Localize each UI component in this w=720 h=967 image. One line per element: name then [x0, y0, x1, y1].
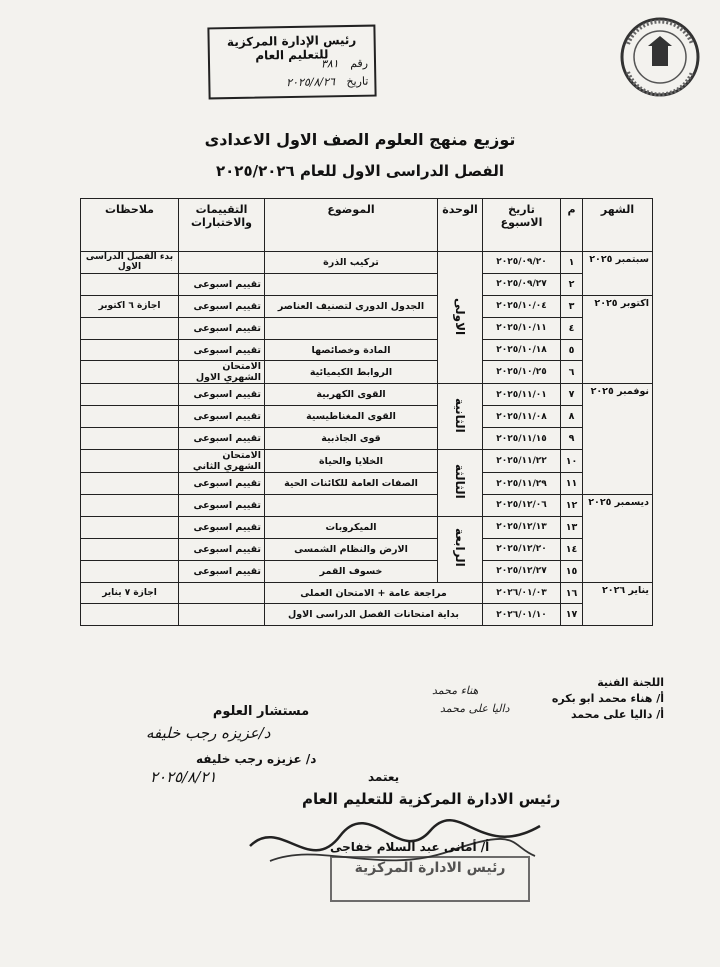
approval-label: يعتمد	[368, 770, 400, 784]
topic-cell: بداية امتحانات الفصل الدراسى الاول	[265, 604, 483, 626]
note-cell	[81, 406, 179, 428]
stamp-date-line	[216, 75, 368, 91]
eval-cell: تقييم اسبوعى	[179, 428, 265, 450]
table-row	[81, 560, 653, 582]
unit-cell	[438, 450, 483, 517]
topic-cell: مراجعة عامة + الامتحان العملى	[265, 582, 483, 604]
advisor-name: د/ عزيزه رجب خليفه	[196, 752, 317, 766]
stamp-number-value: ٣٨١	[320, 57, 339, 71]
week-date: ٢٠٢٥/٠٩/٢٠	[483, 252, 561, 274]
table-row	[81, 361, 653, 384]
note-cell	[81, 339, 179, 361]
document-title: توزيع منهج العلوم الصف الاول الاعدادى	[204, 130, 516, 149]
eval-cell: تقييم اسبوعى	[179, 473, 265, 495]
note-cell	[81, 317, 179, 339]
note-cell	[81, 361, 179, 384]
unit-cell	[438, 384, 483, 450]
week-date: ٢٠٢٥/١٢/٢٧	[483, 560, 561, 582]
unit-label: الاولى	[453, 297, 467, 335]
note-cell	[81, 495, 179, 517]
unit-label: الثالثة	[453, 464, 467, 499]
week-date: ٢٠٢٦/٠١/١٠	[483, 604, 561, 626]
week-num: ١١	[561, 473, 583, 495]
table-row	[81, 495, 653, 517]
table-row	[81, 295, 653, 317]
month-cell: اكتوبر ٢٠٢٥	[583, 295, 653, 384]
note-cell	[81, 604, 179, 626]
stamp-title: رئيس الإدارة المركزية للتعليم العام	[226, 32, 357, 63]
registry-stamp	[207, 25, 376, 100]
note-cell	[81, 560, 179, 582]
week-num: ١٧	[561, 604, 583, 626]
table-header-row	[81, 199, 653, 252]
table-row	[81, 273, 653, 295]
week-num: ١٤	[561, 538, 583, 560]
table-row	[81, 384, 653, 406]
stamp-number-label: رقم	[350, 56, 369, 70]
eval-cell: الامتحان الشهري الاول	[179, 361, 265, 384]
eval-cell	[179, 252, 265, 274]
header-topic: الموضوع	[265, 199, 438, 252]
header-unit: الوحدة	[438, 199, 483, 252]
header-date: تاريخ الاسبوع	[483, 199, 561, 252]
advisor-date: ٢٠٢٥/٨/٢١	[150, 768, 217, 786]
note-cell	[81, 450, 179, 473]
topic-cell: الصفات العامة للكائنات الحية	[265, 473, 438, 495]
month-cell: ديسمبر ٢٠٢٥	[583, 495, 653, 583]
week-date: ٢٠٢٥/٠٩/٢٧	[483, 273, 561, 295]
topic-cell: الجدول الدورى لتصنيف العناصر	[265, 295, 438, 317]
week-date: ٢٠٢٦/٠١/٠٣	[483, 582, 561, 604]
week-num: ٣	[561, 295, 583, 317]
ministry-logo-icon	[614, 14, 706, 100]
stamp-date-label: تاريخ	[346, 74, 369, 89]
eval-cell: تقييم اسبوعى	[179, 406, 265, 428]
month-cell: يناير ٢٠٢٦	[583, 582, 653, 626]
week-num: ١٢	[561, 495, 583, 517]
week-date: ٢٠٢٥/١٠/٠٤	[483, 295, 561, 317]
week-num: ١٦	[561, 582, 583, 604]
topic-cell: الميكروبات	[265, 516, 438, 538]
week-num: ٤	[561, 317, 583, 339]
table-row	[81, 538, 653, 560]
committee-signature-2: داليا على محمد	[440, 702, 510, 715]
technical-committee	[552, 676, 664, 724]
approver-title: رئيس الادارة المركزية للتعليم العام	[302, 790, 561, 808]
stamp-number-line	[216, 57, 368, 73]
advisor-title: مستشار العلوم	[212, 704, 310, 719]
week-date: ٢٠٢٥/١٢/٠٦	[483, 495, 561, 517]
eval-cell	[179, 582, 265, 604]
note-cell	[81, 516, 179, 538]
month-cell: سبتمبر ٢٠٢٥	[583, 252, 653, 296]
note-cell: اجازة ٦ اكتوبر	[81, 295, 179, 317]
header-num: م	[561, 199, 583, 252]
topic-cell: تركيب الذرة	[265, 252, 438, 274]
approver-name: أ/ أمانى عبد السلام خفاجى	[330, 840, 490, 854]
week-num: ١٠	[561, 450, 583, 473]
table-row	[81, 339, 653, 361]
topic-cell	[265, 317, 438, 339]
week-num: ١	[561, 252, 583, 274]
note-cell	[81, 273, 179, 295]
eval-cell: تقييم اسبوعى	[179, 273, 265, 295]
eval-cell: تقييم اسبوعى	[179, 295, 265, 317]
topic-cell: الارض والنظام الشمسى	[265, 538, 438, 560]
table-row	[81, 516, 653, 538]
eval-cell: تقييم اسبوعى	[179, 339, 265, 361]
eval-cell: تقييم اسبوعى	[179, 495, 265, 517]
eval-cell: الامتحان الشهري الثاني	[179, 450, 265, 473]
note-cell	[81, 428, 179, 450]
eval-cell: تقييم اسبوعى	[179, 516, 265, 538]
week-date: ٢٠٢٥/١٠/١٨	[483, 339, 561, 361]
week-num: ١٥	[561, 560, 583, 582]
table-row	[81, 317, 653, 339]
week-num: ٨	[561, 406, 583, 428]
table-row	[81, 406, 653, 428]
week-date: ٢٠٢٥/١٢/٢٠	[483, 538, 561, 560]
note-cell: بدء الفصل الدراسى الاول	[81, 252, 179, 274]
topic-cell: الخلايا والحياة	[265, 450, 438, 473]
topic-cell: القوى الكهربية	[265, 384, 438, 406]
table-row	[81, 473, 653, 495]
stamp-date-value: ٢٠٢٥/٨/٢٦	[286, 75, 336, 90]
eval-cell: تقييم اسبوعى	[179, 384, 265, 406]
week-date: ٢٠٢٥/١٢/١٣	[483, 516, 561, 538]
unit-cell	[438, 252, 483, 384]
month-cell: نوفمبر ٢٠٢٥	[583, 384, 653, 495]
week-date: ٢٠٢٥/١١/٢٩	[483, 473, 561, 495]
week-date: ٢٠٢٥/١١/٠١	[483, 384, 561, 406]
week-date: ٢٠٢٥/١١/١٥	[483, 428, 561, 450]
document-subtitle: الفصل الدراسى الاول للعام ٢٠٢٥/٢٠٢٦	[215, 162, 504, 180]
week-num: ١٣	[561, 516, 583, 538]
week-date: ٢٠٢٥/١١/٢٢	[483, 450, 561, 473]
unit-cell	[438, 516, 483, 582]
table-row	[81, 450, 653, 473]
topic-cell	[265, 495, 438, 517]
approver-stamp: رئيس الادارة المركزية	[330, 856, 530, 902]
table-row	[81, 428, 653, 450]
note-cell	[81, 538, 179, 560]
committee-signature-1: هناء محمد	[432, 684, 479, 697]
week-date: ٢٠٢٥/١٠/٢٥	[483, 361, 561, 384]
week-num: ٧	[561, 384, 583, 406]
table-row	[81, 582, 653, 604]
eval-cell	[179, 604, 265, 626]
table-row	[81, 604, 653, 626]
week-num: ٦	[561, 361, 583, 384]
topic-cell: المادة وخصائصها	[265, 339, 438, 361]
header-eval: التقييمات والاختبارات	[179, 199, 265, 252]
topic-cell: خسوف القمر	[265, 560, 438, 582]
unit-label: الثانية	[453, 397, 467, 433]
topic-cell: قوى الجاذبية	[265, 428, 438, 450]
eval-cell: تقييم اسبوعى	[179, 317, 265, 339]
header-month: الشهر	[583, 199, 653, 252]
curriculum-table	[80, 198, 653, 626]
eval-cell: تقييم اسبوعى	[179, 560, 265, 582]
table-row	[81, 252, 653, 274]
topic-cell	[265, 273, 438, 295]
week-num: ٩	[561, 428, 583, 450]
unit-label: الرابعة	[453, 528, 467, 568]
topic-cell: الروابط الكيميائية	[265, 361, 438, 384]
committee-member-2: أ/ داليا على محمد	[570, 708, 664, 721]
note-cell	[81, 384, 179, 406]
committee-member-1: أ/ هناء محمد ابو بكره	[551, 692, 664, 705]
advisor-handwritten-signature: د/عزيزه رجب خليفه	[146, 724, 271, 742]
week-date: ٢٠٢٥/١٠/١١	[483, 317, 561, 339]
note-cell: اجازة ٧ يناير	[81, 582, 179, 604]
note-cell	[81, 473, 179, 495]
week-date: ٢٠٢٥/١١/٠٨	[483, 406, 561, 428]
eval-cell: تقييم اسبوعى	[179, 538, 265, 560]
week-num: ٢	[561, 273, 583, 295]
committee-heading: اللجنة الفنية	[597, 676, 664, 689]
week-num: ٥	[561, 339, 583, 361]
topic-cell: القوى المغناطيسية	[265, 406, 438, 428]
header-notes: ملاحظات	[81, 199, 179, 252]
